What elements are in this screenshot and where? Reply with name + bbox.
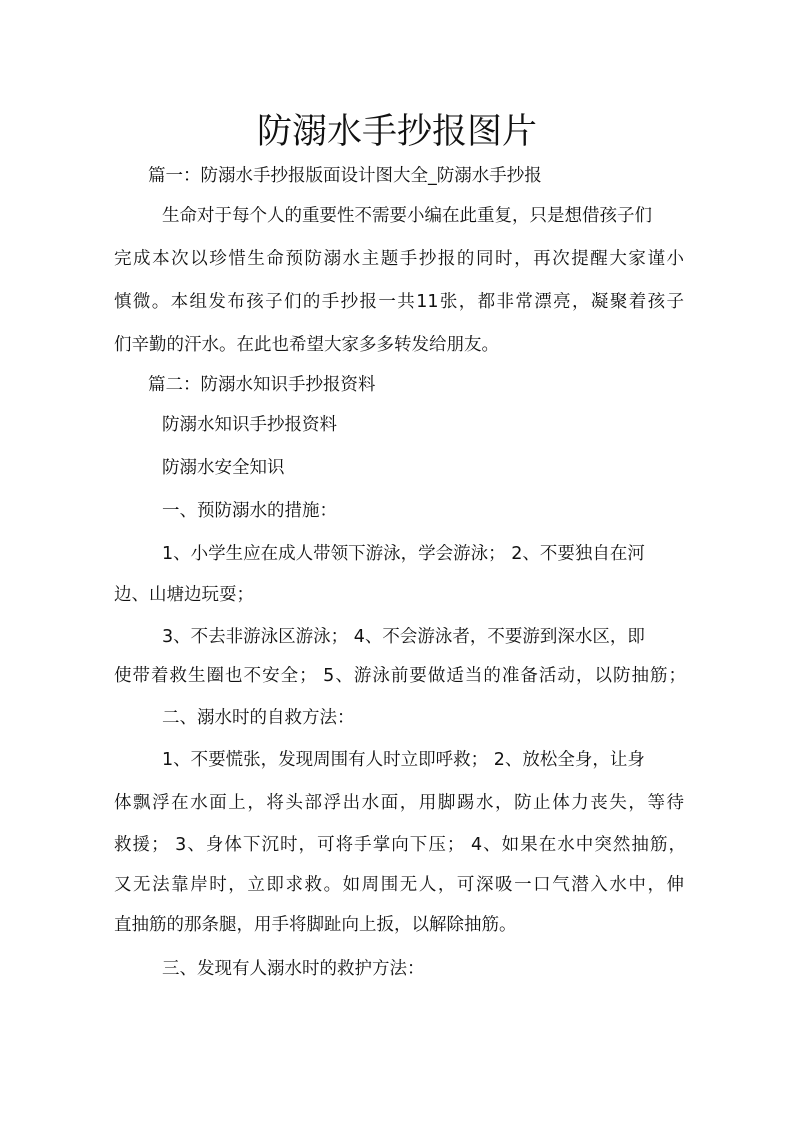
part-heading-2: 二、溺水时的自救方法： xyxy=(162,708,355,728)
paragraph-line: 们辛勤的汗水。在此也希望大家多多转发给朋友。 xyxy=(114,335,499,355)
document-title: 防溺水手抄报图片 xyxy=(256,112,537,152)
section-heading-2: 篇二：防溺水知识手抄报资料 xyxy=(148,375,376,395)
list-line: 体飘浮在水面上，将头部浮出水面，用脚踢水，防止体力丧失，等待 xyxy=(114,793,684,813)
part-heading-3: 三、发现有人溺水时的救护方法： xyxy=(162,959,425,979)
part-heading-1: 一、预防溺水的措施： xyxy=(162,501,337,521)
list-line: 1、不要慌张，发现周围有人时立即呼救； 2、放松全身，让身 xyxy=(162,750,645,770)
list-line: 又无法靠岸时，立即求救。如周围无人，可深吸一口气潜入水中，伸 xyxy=(114,875,684,895)
subtitle-line: 防溺水知识手抄报资料 xyxy=(162,415,337,435)
paragraph-line: 完成本次以珍惜生命预防溺水主题手抄报的同时，再次提醒大家谨小 xyxy=(114,249,684,269)
subtitle-line: 防溺水安全知识 xyxy=(162,458,285,478)
list-line: 边、山塘边玩耍； xyxy=(114,585,254,605)
list-line: 3、不去非游泳区游泳； 4、不会游泳者，不要游到深水区，即 xyxy=(162,627,645,647)
section-heading-1: 篇一：防溺水手抄报版面设计图大全_防溺水手抄报 xyxy=(148,166,542,186)
paragraph-line: 生命对于每个人的重要性不需要小编在此重复，只是想借孩子们 xyxy=(162,206,652,226)
list-line: 救援； 3、身体下沉时，可将手掌向下压； 4、如果在水中突然抽筋， xyxy=(114,835,686,855)
list-line: 直抽筋的那条腿，用手将脚趾向上扳，以解除抽筋。 xyxy=(114,915,517,935)
list-line: 1、小学生应在成人带领下游泳，学会游泳； 2、不要独自在河 xyxy=(162,544,645,564)
paragraph-line: 慎微。本组发布孩子们的手抄报一共11张，都非常漂亮，凝聚着孩子 xyxy=(114,292,684,312)
list-line: 使带着救生圈也不安全； 5、游泳前要做适当的准备活动，以防抽筋； xyxy=(114,666,686,686)
